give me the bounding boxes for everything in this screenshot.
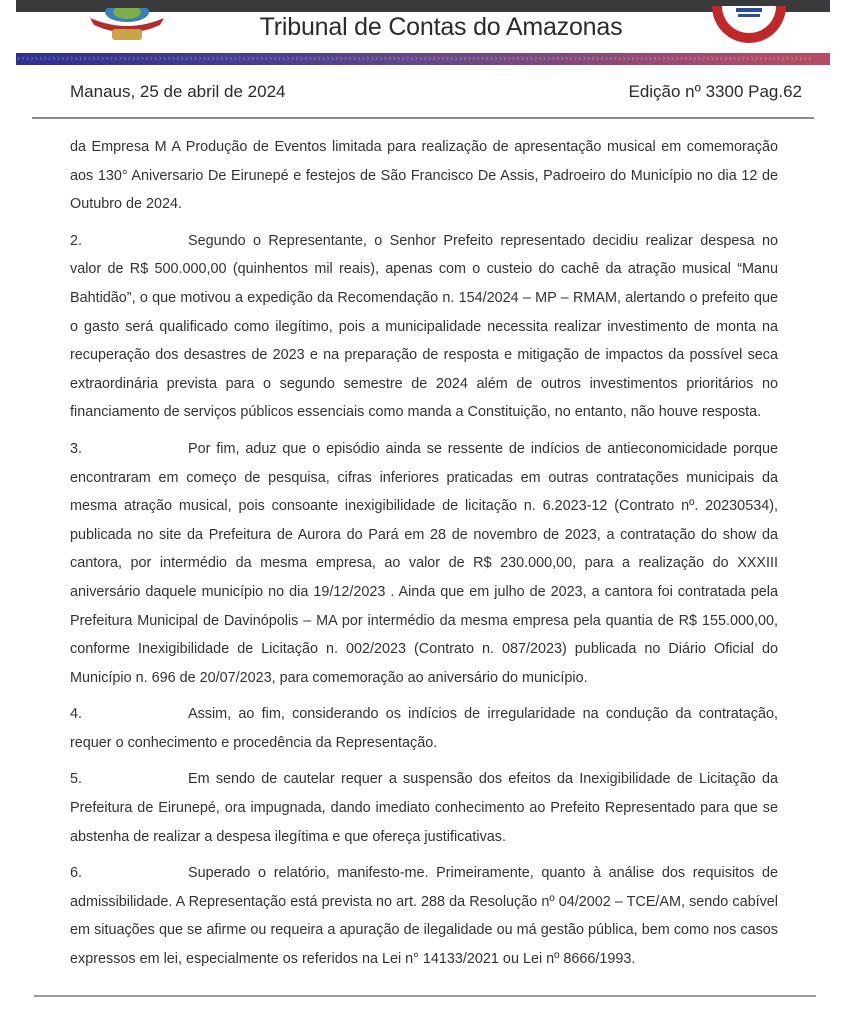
paragraph-number: 2. xyxy=(70,232,83,249)
edition-page: Edição nº 3300 Pag.62 xyxy=(628,82,802,101)
document-body xyxy=(70,133,778,982)
paragraph-number: 6. xyxy=(70,865,83,882)
header-title: Tribunal de Contas do Amazonas xyxy=(259,13,623,41)
paragraph-text: Em sendo de cautelar requer a suspensão dos efeitos da Inexigibilidade de Licitação da Prefeitura de Eirunepé, ora impugnada, dando imediato conhecimento ao Prefeito Representado para que se abstenha de realizar a despesa ilegítima e que ofereça justificativas. xyxy=(70,771,778,845)
footer-divider xyxy=(34,995,816,997)
paragraph-5 xyxy=(70,765,778,851)
publication-date: Manaus, 25 de abril de 2024 xyxy=(70,82,286,101)
paragraph-text: Superado o relatório, manifesto-me. Primeiramente, quanto à análise dos requisitos de admissibilidade. A Representação está prevista no art. 288 da Resolução nº 04/2002 – TCE/AM, sendo cabível em situações que se afirme ou requeira a apuração de ilegalidade ou má gestão pública, bem como nos casos expressos em lei, especialmente os referidos na Lei n° 14133/2021 ou Lei nº 8666/1993. xyxy=(70,865,778,968)
paragraph-3 xyxy=(70,435,778,692)
paragraph-number: 5. xyxy=(70,771,83,788)
decorative-stripe xyxy=(16,53,830,65)
paragraph-number: 3. xyxy=(70,440,83,457)
paragraph-2 xyxy=(70,227,778,427)
paragraph-number: 4. xyxy=(70,706,83,723)
paragraph-text: Por fim, aduz que o episódio ainda se ressente de indícios de antieconomicidade porque encontraram em começo de pesquisa, cifras inferiores praticadas em outras contratações municipais da mesma atração musical, pois consoante inexigibilidade de licitação n. 6.2023-12 (Contrato nº. 20230534), publicada no site da Prefeitura de Aurora do Pará em 28 de novembro de 2023, a contratação do show da cantora, por intermédio da mesma empresa, ao valor de R$ 230.000,00, para a realização do XXXIII aniversário daquele município no dia 19/12/2023 . Ainda que em julho de 2023, a cantora foi contratada pela Prefeitura Municipal de Davinópolis – MA por intermédio da mesma empresa pela quantia de R$ 155.000,00, conforme Inexigibilidade de Licitação n. 002/2023 (Contrato n. 087/2023) publicada no Diário Oficial do Município n. 696 de 20/07/2023, para comemoração ao aniversário do município. xyxy=(70,440,778,686)
paragraph-text: Segundo o Representante, o Senhor Prefeito representado decidiu realizar despesa no valor de R$ 500.000,00 (quinhentos mil reais), apenas com o custeio do cachê da atração musical “Manu Bahtidão”, o que motivou a expedição da Recomendação n. 154/2024 – MP – RMAM, alertando o prefeito que o gasto será qualificado como ilegítimo, pois a municipalidade necessita realizar investimento de monta na recuperação dos desastres de 2023 e na preparação de resposta e mitigação de impactos da possível seca extraordinária prevista para o segundo semestre de 2024 além de outros investimentos prioritários no financiamento de serviços públicos essenciais como manda a Constituição, no entanto, não houve resposta. xyxy=(70,232,778,421)
paragraph-text: Assim, ao fim, considerando os indícios de irregularidade na condução da contratação, requer o conhecimento e procedência da Representação. xyxy=(70,706,778,751)
iso-certification-seal-icon xyxy=(708,6,790,44)
paragraph-4 xyxy=(70,700,778,757)
header-divider xyxy=(32,117,814,119)
paragraph-6 xyxy=(70,859,778,973)
continuation-paragraph: da Empresa M A Produção de Eventos limitada para realização de apresentação musical em comemoração aos 130° Aniversario De Eirunepé e festejos de São Francisco De Assis, Padroeiro do Município no dia 12 de Outubro de 2024. xyxy=(70,139,778,213)
chevron-pattern: ›››››››››››››››››››››››››››››››››››››››››››››››››››››››››››››››››››››››››››››››››››››››››››››››››››››››››››››››››››››››››››››››››››››››››››››››››››››››››››››››››››››››››››››››››››› xyxy=(16,54,812,64)
dateline xyxy=(70,82,802,106)
page-header xyxy=(16,12,830,52)
